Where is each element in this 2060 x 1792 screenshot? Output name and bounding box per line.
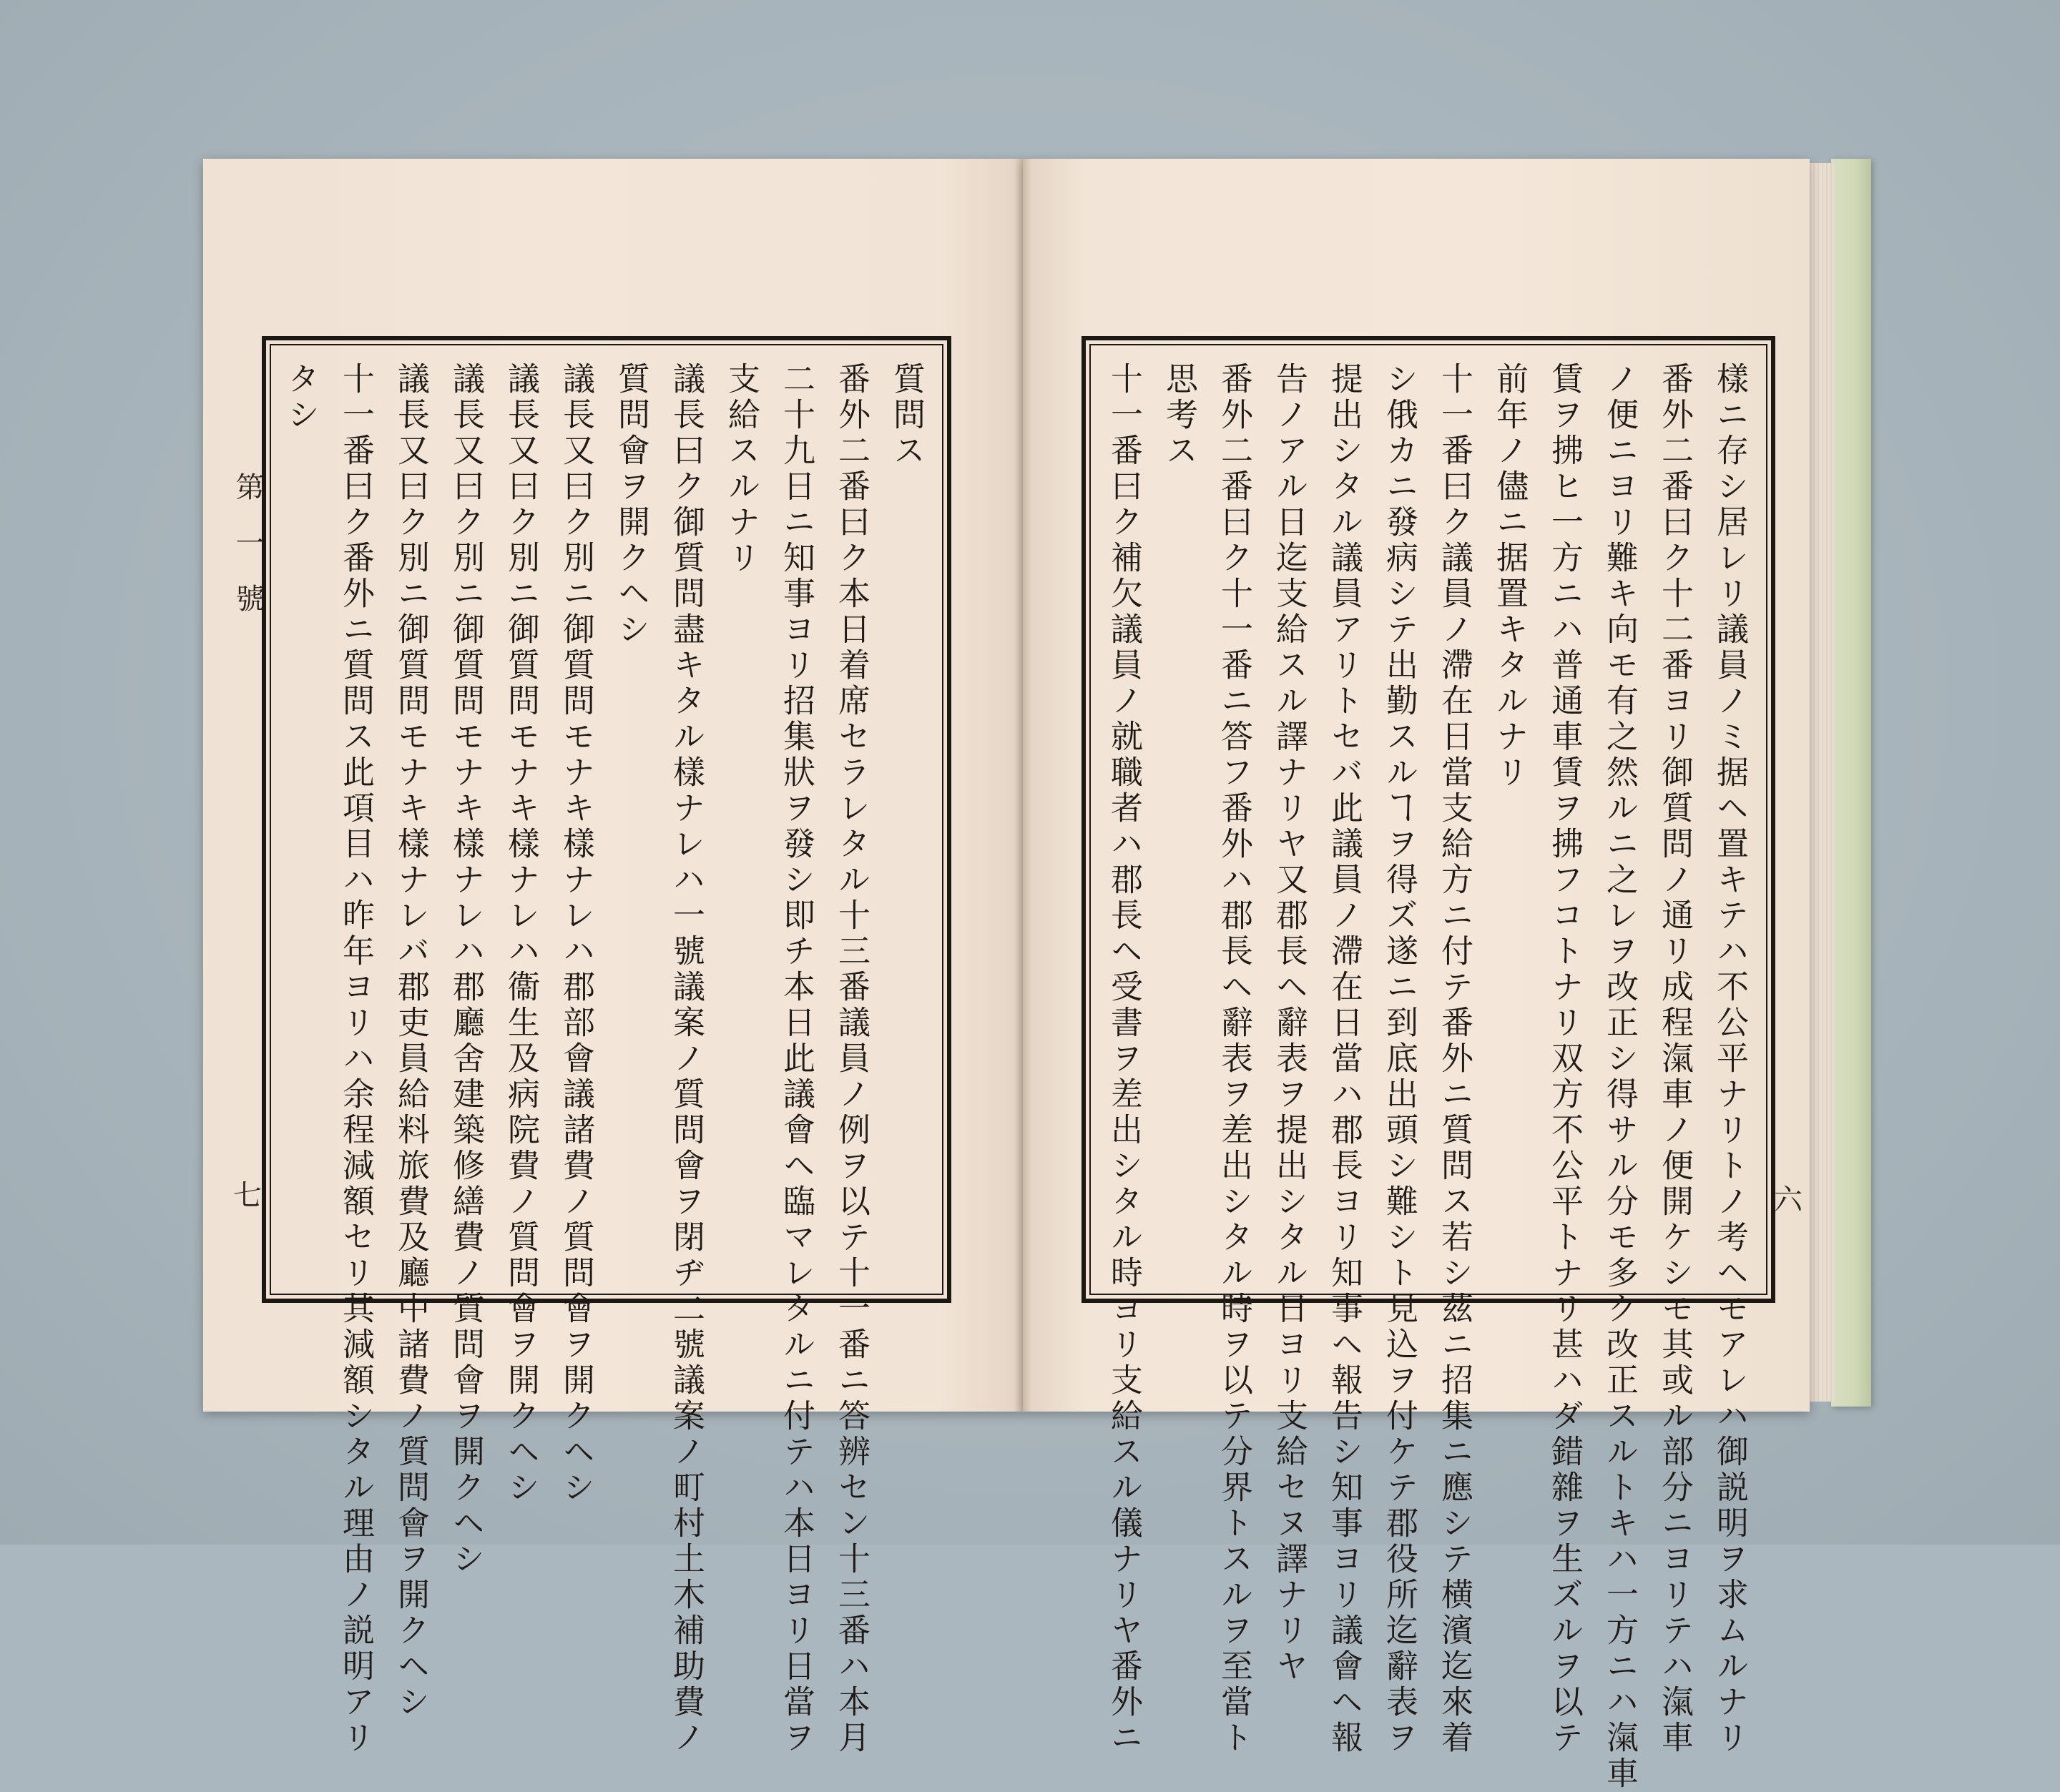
text-column: 賃ヲ拂ヒ一方ニハ普通車賃ヲ拂フコトナリ双方不公平トナリ甚ハダ錯雜ヲ生ズルヲ以テ xyxy=(1546,362,1584,1756)
text-column: 樣ニ存シ居レリ議員ノミ据ヘ置キテハ不公平ナリトノ考ヘモアレハ御説明ヲ求ムルナリ xyxy=(1711,362,1749,1756)
text-column: 質問會ヲ開クヘシ xyxy=(612,362,650,648)
book-gutter xyxy=(1014,159,1031,1412)
text-column: 質問ス xyxy=(888,362,926,469)
text-column: 議長又曰ク別ニ御質問モナキ樣ナレハ郡廳舍建築修繕費ノ質問會ヲ開クヘシ xyxy=(447,362,485,1577)
text-column: 議長又曰ク別ニ御質問モナキ樣ナレバ郡吏員給料旅費及廳中諸費ノ質問會ヲ開クヘシ xyxy=(392,362,430,1720)
text-column: 番外二番曰ク本日着席セラレタル十三番議員ノ例ヲ以テ十一番ニ答辨セン十三番ハ本月 xyxy=(833,362,870,1756)
text-column: 二十九日ニ知事ヨリ招集狀ヲ發シ即チ本日此議會ヘ臨マレタルニ付テハ本日ヨリ日當ヲ xyxy=(778,362,815,1756)
text-column: シ俄カニ發病シテ出勤スルヿヲ得ズ遂ニ到底出頭シ難シト見込ヲ付ケテ郡役所迄辭表ヲ xyxy=(1380,362,1418,1756)
text-column: 番外二番曰ク十一番ニ答フ番外ハ郡長ヘ辭表ヲ差出シタル時ヲ以テ分界トスルヲ至當ト xyxy=(1215,362,1253,1756)
text-column: 議長又曰ク別ニ御質問モナキ樣ナレハ郡部會議諸費ノ質問會ヲ開クヘシ xyxy=(557,362,595,1506)
back-cover-edge xyxy=(1831,159,1871,1407)
text-column: 提出シタル議員アリトセバ此議員ノ滯在日當ハ郡長ヨリ知事ヘ報告シ知事ヨリ議會ヘ報 xyxy=(1325,362,1363,1756)
text-column: 番外二番曰ク十二番ヨリ御質問ノ通リ成程滊車ノ便開ケシモ其或ル部分ニヨリテハ滊車 xyxy=(1656,362,1694,1756)
text-column: 十一番曰ク補欠議員ノ就職者ハ郡長ヘ受書ヲ差出シタル時ヨリ支給スル儀ナリヤ番外ニ xyxy=(1105,362,1143,1756)
right-page-number: 六 xyxy=(1774,1183,1802,1216)
text-column: 十一番曰ク番外ニ質問ス此項目ハ昨年ヨリハ余程減額セリ其減額シタル理由ノ説明アリ xyxy=(337,362,375,1756)
text-column: 思考ス xyxy=(1160,362,1198,469)
text-column: 告ノアル日迄支給スル譯ナリヤ又郡長ヘ辭表ヲ提出シタル日ヨリ支給セヌ譯ナリヤ xyxy=(1270,362,1308,1685)
text-column: 十一番曰ク議員ノ滯在日當支給方ニ付テ番外ニ質問ス若シ茲ニ招集ニ應シテ横濱迄來着 xyxy=(1436,362,1473,1756)
left-text-frame xyxy=(262,336,951,1756)
text-column: 支給スルナリ xyxy=(722,362,760,576)
right-text-frame xyxy=(1082,336,1775,1792)
left-page-number: 七 xyxy=(233,1179,262,1212)
text-column: 前年ノ儘ニ据置キタルナリ xyxy=(1491,362,1529,791)
text-column: 議長又曰ク別ニ御質問モナキ樣ナレハ衞生及病院費ノ質問會ヲ開クヘシ xyxy=(502,362,540,1506)
left-page-header: 第一號 xyxy=(231,472,264,639)
text-column: 議長曰ク御質問盡キタル樣ナレハ一號議案ノ質問會ヲ閉ヂ二號議案ノ町村土木補助費ノ xyxy=(667,362,705,1756)
text-column: タシ xyxy=(282,362,320,433)
text-column: ノ便ニヨリ難キ向モ有之然ルニ之レヲ改正シ得サル分モ多ク改正スルトキハ一方ニハ滊車 xyxy=(1601,362,1639,1792)
